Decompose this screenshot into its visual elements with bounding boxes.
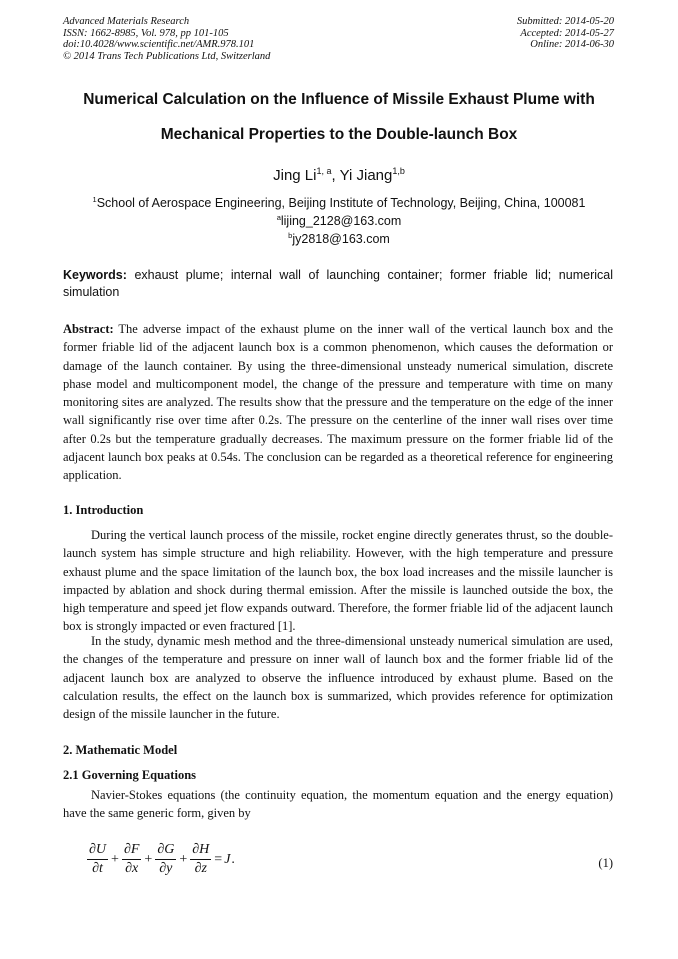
email-a-marker: a [276, 213, 281, 222]
email-a-address: lijing_2128@163.com [280, 214, 402, 228]
authors [0, 166, 678, 184]
section-heading-introduction: 1. Introduction [63, 503, 144, 517]
email-b [0, 231, 678, 246]
author-1-affiliation: 1, a [316, 166, 332, 176]
numerator: ∂F [122, 842, 141, 860]
fraction-dg-dy [155, 842, 176, 877]
equation-period: . [231, 851, 235, 867]
plus-sign: + [111, 851, 119, 867]
journal-name: Advanced Materials Research [63, 16, 190, 27]
fraction-dh-dz [190, 842, 211, 877]
numerator: ∂H [190, 842, 211, 860]
author-1: Jing Li [273, 167, 317, 184]
fraction-du-dt [87, 842, 108, 877]
denominator: ∂y [159, 861, 173, 876]
affiliation-text: School of Aerospace Engineering, Beijing Institute of Technology, Beijing, China, 100081 [96, 196, 586, 210]
accepted-date: Accepted: 2014-05-27 [520, 27, 614, 39]
issn-line: ISSN: 1662-8985, Vol. 978, pp 101-105 [63, 27, 229, 39]
submitted-date: Submitted: 2014-05-20 [516, 16, 614, 27]
numerator: ∂G [155, 842, 176, 860]
denominator: ∂t [92, 861, 103, 876]
intro-paragraph-1: During the vertical launch process of the missile, rocket engine directly generates thrust, so the double-launch system has simple structure and high reliability. However, with the high temperature and pressure exhaust plume and the space limitation of the launch box, the box load increases and the missile launcher is impacted by ablation and shock during thermal emission. After the missile is launched outside the box, the high temperature and speed jet flow expands outward. Therefore, the former friable lid of the adjacent launch box is strongly impacted or even fractured [1]. [63, 528, 613, 634]
abstract-label: Abstract: [63, 322, 114, 336]
author-separator: , [331, 167, 340, 184]
abstract [63, 320, 613, 485]
numerator: ∂U [87, 842, 108, 860]
equation-number: (1) [598, 856, 613, 870]
keywords-label: Keywords: [63, 268, 127, 282]
equation-1 [86, 842, 235, 877]
email-a [0, 213, 678, 228]
keywords-text: exhaust plume; internal wall of launching container; former friable lid; numerical simulation [63, 268, 613, 299]
journal-info [63, 16, 270, 62]
author-2: Yi Jiang [339, 167, 393, 184]
online-date: Online: 2014-06-30 [530, 39, 614, 50]
author-2-affiliation: 1,b [392, 166, 405, 176]
fraction-df-dx [122, 842, 141, 877]
email-b-address: jy2818@163.com [292, 232, 390, 246]
paper-title-line-2: Mechanical Properties to the Double-launch Box [160, 126, 518, 143]
denominator: ∂z [194, 861, 207, 876]
keywords [63, 267, 613, 301]
section-heading-model: 2. Mathematic Model [63, 743, 178, 757]
plus-sign: + [144, 851, 153, 867]
paper-title-line-1: Numerical Calculation on the Influence of Missile Exhaust Plume with [83, 91, 595, 108]
equation-rhs: J [224, 851, 231, 867]
denominator: ∂x [125, 861, 139, 876]
submission-dates [517, 16, 614, 51]
intro-paragraph-2: In the study, dynamic mesh method and the three-dimensional unsteady numerical simulation are used, the changes of the temperature and pressure on inner wall of launch box and the former friable lid of the adjacent launch box are analyzed to observe the influence introduced by exhaust plume. Based on the calculation results, the effect on the launch box is summarized, which provides reference for optimization design of the missile launcher in the future. [63, 634, 613, 722]
plus-sign: + [179, 851, 188, 867]
subsection-heading-governing: 2.1 Governing Equations [63, 768, 197, 782]
equals-sign: = [214, 851, 223, 867]
model-paragraph-1: Navier-Stokes equations (the continuity equation, the momentum equation and the energy equation) have the same generic form, given by [63, 788, 613, 821]
doi-line: doi:10.4028/www.scientific.net/AMR.978.101 [63, 39, 255, 50]
copyright-line: © 2014 Trans Tech Publications Ltd, Switzerland [63, 50, 271, 62]
abstract-text: The adverse impact of the exhaust plume on the inner wall of the vertical launch box and the former friable lid of the adjacent launch box is a common phenomenon, which causes the deformation or damage of the launch container. By using the three-dimensional unsteady numerical simulation, discrete phase model and multicomponent model, the change of the pressure and temperature with time on many monitoring sites are analyzed. The results show that the pressure and the temperature on the edge of the inner wall significantly rise over time after 0.2s. The pressure on the centerline of the inner wall rises over time after 0.2s but the temperature gradually decreases. The maximum pressure on the former friable lid of the adjacent launch box peaks at 0.54s. The conclusion can be regarded as a theoretical reference for engineering application. [63, 322, 613, 483]
affiliation [0, 195, 678, 210]
affiliation-marker: 1 [92, 195, 97, 204]
email-b-marker: b [288, 231, 293, 240]
